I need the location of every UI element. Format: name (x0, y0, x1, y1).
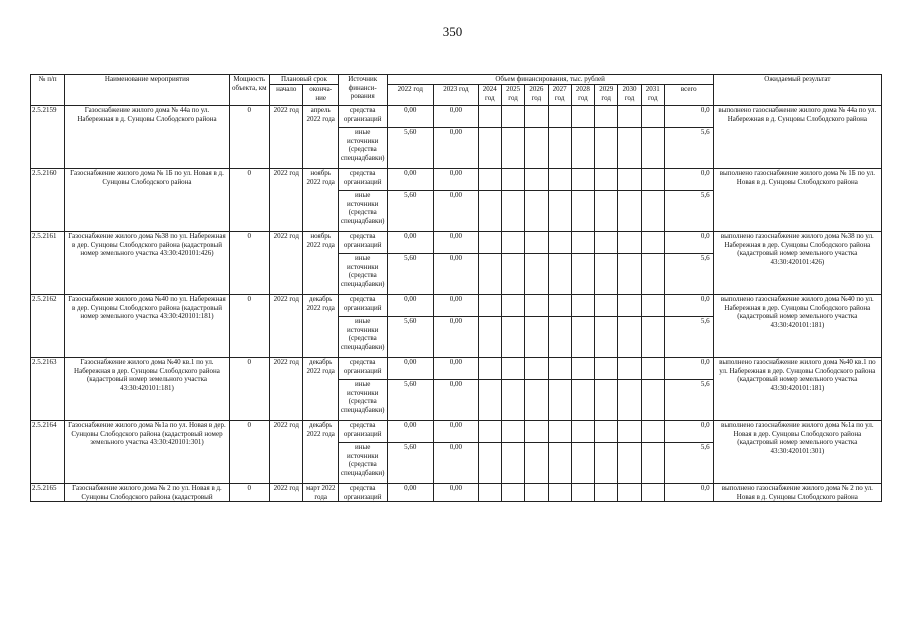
header-2027: 2027 год (548, 85, 571, 106)
row-end: декабрь 2022 года (303, 358, 338, 421)
header-2023: 2023 год (434, 85, 479, 106)
row-source: средства организаций (338, 421, 387, 443)
row-num: 2.5.2164 (31, 421, 65, 484)
header-2028: 2028 год (571, 85, 594, 106)
row-end: март 2022 года (303, 484, 338, 502)
header-total: всего (664, 85, 713, 106)
table-row (31, 295, 882, 317)
row-start: 2022 год (270, 421, 303, 484)
row-2023: 0,00 (434, 380, 479, 421)
row-total: 0,0 (664, 169, 713, 191)
row-end: апрель 2022 года (303, 106, 338, 169)
row-end: декабрь 2022 года (303, 295, 338, 358)
row-name: Газоснабжение жилого дома №40 кв.1 по ул. Набережная в дер. Сунцовы Слободского района (кадастровый номер земельного участка 43:30:420101:181) (65, 358, 229, 421)
row-total: 5,6 (664, 128, 713, 169)
row-total: 0,0 (664, 484, 713, 502)
header-2026: 2026 год (525, 85, 548, 106)
row-2023: 0,00 (434, 128, 479, 169)
row-2022: 5,60 (387, 254, 434, 295)
row-capacity: 0 (229, 484, 270, 502)
row-start: 2022 год (270, 484, 303, 502)
row-2023: 0,00 (434, 232, 479, 254)
table-row (31, 169, 882, 191)
row-2023: 0,00 (434, 191, 479, 232)
row-2023: 0,00 (434, 358, 479, 380)
header-source: Источник финанси-рования (338, 75, 387, 106)
row-source: иные источники (средства спецнадбавки) (338, 191, 387, 232)
table-row (31, 421, 882, 443)
row-result: выполнено газоснабжение жилого дома №38 по ул. Набережная в дер. Сунцовы Слободского района (кадастровый номер земельного участка 43:30:420101:426) (713, 232, 881, 295)
row-end: ноябрь 2022 года (303, 169, 338, 232)
row-2022: 0,00 (387, 169, 434, 191)
row-2023: 0,00 (434, 106, 479, 128)
header-2025: 2025 год (501, 85, 524, 106)
table-body (31, 106, 882, 502)
header-2029: 2029 год (595, 85, 618, 106)
row-total: 5,6 (664, 380, 713, 421)
table-row (31, 358, 882, 380)
row-source: иные источники (средства спецнадбавки) (338, 380, 387, 421)
row-source: средства организаций (338, 484, 387, 502)
table-header (31, 75, 882, 106)
row-capacity: 0 (229, 106, 270, 169)
row-source: средства организаций (338, 232, 387, 254)
row-total: 5,6 (664, 254, 713, 295)
row-2022: 0,00 (387, 295, 434, 317)
row-num: 2.5.2159 (31, 106, 65, 169)
row-start: 2022 год (270, 295, 303, 358)
row-name: Газоснабжение жилого дома № 44а по ул. Набережная в д. Сунцовы Слободского района (65, 106, 229, 169)
row-source: средства организаций (338, 106, 387, 128)
row-result: выполнено газоснабжение жилого дома №40 кв.1 по ул. Набережная в дер. Сунцовы Слободского района (кадастровый номер земельного участка 43:30:420101:181) (713, 358, 881, 421)
row-capacity: 0 (229, 358, 270, 421)
header-schedule: Плановый срок (270, 75, 339, 85)
header-name: Наименование мероприятия (65, 75, 229, 106)
row-end: декабрь 2022 года (303, 421, 338, 484)
row-2023: 0,00 (434, 484, 479, 502)
row-source: средства организаций (338, 169, 387, 191)
row-capacity: 0 (229, 169, 270, 232)
row-result: выполнено газоснабжение жилого дома № 2 по ул. Новая в д. Сунцовы Слободского района (713, 484, 881, 502)
row-name: Газоснабжение жилого дома №1а по ул. Новая в дер. Сунцовы Слободского района (кадастровый номер земельного участка 43:30:420101:301) (65, 421, 229, 484)
header-2030: 2030 год (618, 85, 641, 106)
row-2022: 0,00 (387, 106, 434, 128)
row-2022: 5,60 (387, 317, 434, 358)
row-2022: 5,60 (387, 443, 434, 484)
row-name: Газоснабжение жилого дома №38 по ул. Набережная в дер. Сунцовы Слободского района (кадастровый номер земельного участка 43:30:420101:426) (65, 232, 229, 295)
row-2023: 0,00 (434, 295, 479, 317)
row-result: выполнено газоснабжение жилого дома №40 по ул. Набережная в дер. Сунцовы Слободского района (кадастровый номер земельного участка 43:30:420101:181) (713, 295, 881, 358)
row-2022: 5,60 (387, 191, 434, 232)
row-total: 0,0 (664, 106, 713, 128)
row-name: Газоснабжение жилого дома № 2 по ул. Новая в д. Сунцовы Слободского района (кадастровый (65, 484, 229, 502)
header-funding: Объем финансирования, тыс. рублей (387, 75, 713, 85)
row-2023: 0,00 (434, 317, 479, 358)
header-start: начало (270, 85, 303, 106)
row-total: 5,6 (664, 317, 713, 358)
row-source: иные источники (средства спецнадбавки) (338, 254, 387, 295)
row-source: иные источники (средства спецнадбавки) (338, 443, 387, 484)
row-2023: 0,00 (434, 254, 479, 295)
table-row (31, 232, 882, 254)
row-source: иные источники (средства спецнадбавки) (338, 317, 387, 358)
row-2022: 0,00 (387, 484, 434, 502)
row-result: выполнено газоснабжение жилого дома №1а по ул. Новая в дер. Сунцовы Слободского района (кадастровый номер земельного участка 43:30:420101:301) (713, 421, 881, 484)
row-total: 0,0 (664, 232, 713, 254)
row-2022: 0,00 (387, 358, 434, 380)
row-2023: 0,00 (434, 169, 479, 191)
row-2023: 0,00 (434, 443, 479, 484)
row-num: 2.5.2162 (31, 295, 65, 358)
row-name: Газоснабжение жилого дома № 1Б по ул. Новая в д. Сунцовы Слободского района (65, 169, 229, 232)
row-capacity: 0 (229, 421, 270, 484)
row-start: 2022 год (270, 232, 303, 295)
row-source: средства организаций (338, 358, 387, 380)
row-2022: 5,60 (387, 380, 434, 421)
row-2023: 0,00 (434, 421, 479, 443)
header-2024: 2024 год (478, 85, 501, 106)
row-result: выполнено газоснабжение жилого дома № 1Б по ул. Новая в д. Сунцовы Слободского района (713, 169, 881, 232)
header-result: Ожидаемый результат (713, 75, 881, 106)
row-total: 5,6 (664, 443, 713, 484)
page-number: 350 (442, 24, 463, 39)
row-start: 2022 год (270, 169, 303, 232)
funding-table (30, 74, 882, 502)
row-source: средства организаций (338, 295, 387, 317)
row-total: 0,0 (664, 295, 713, 317)
row-total: 5,6 (664, 191, 713, 232)
row-num: 2.5.2165 (31, 484, 65, 502)
row-total: 0,0 (664, 421, 713, 443)
table-row (31, 484, 882, 502)
row-source: иные источники (средства спецнадбавки) (338, 128, 387, 169)
row-2022: 0,00 (387, 232, 434, 254)
row-2022: 5,60 (387, 128, 434, 169)
row-end: ноябрь 2022 года (303, 232, 338, 295)
row-num: 2.5.2163 (31, 358, 65, 421)
row-result: выполнено газоснабжение жилого дома № 44а по ул. Набережная в д. Сунцовы Слободского района (713, 106, 881, 169)
row-start: 2022 год (270, 106, 303, 169)
header-capacity: Мощность объекта, км (229, 75, 270, 106)
header-num: № п/п (31, 75, 65, 106)
row-num: 2.5.2160 (31, 169, 65, 232)
row-name: Газоснабжение жилого дома №40 по ул. Набережная в дер. Сунцовы Слободского района (кадастровый номер земельного участка 43:30:420101:181) (65, 295, 229, 358)
row-num: 2.5.2161 (31, 232, 65, 295)
row-total: 0,0 (664, 358, 713, 380)
row-2022: 0,00 (387, 421, 434, 443)
row-capacity: 0 (229, 232, 270, 295)
header-end: оконча-ние (303, 85, 338, 106)
table-row (31, 106, 882, 128)
row-start: 2022 год (270, 358, 303, 421)
header-2022: 2022 год (387, 85, 434, 106)
row-capacity: 0 (229, 295, 270, 358)
header-2031: 2031 год (641, 85, 664, 106)
